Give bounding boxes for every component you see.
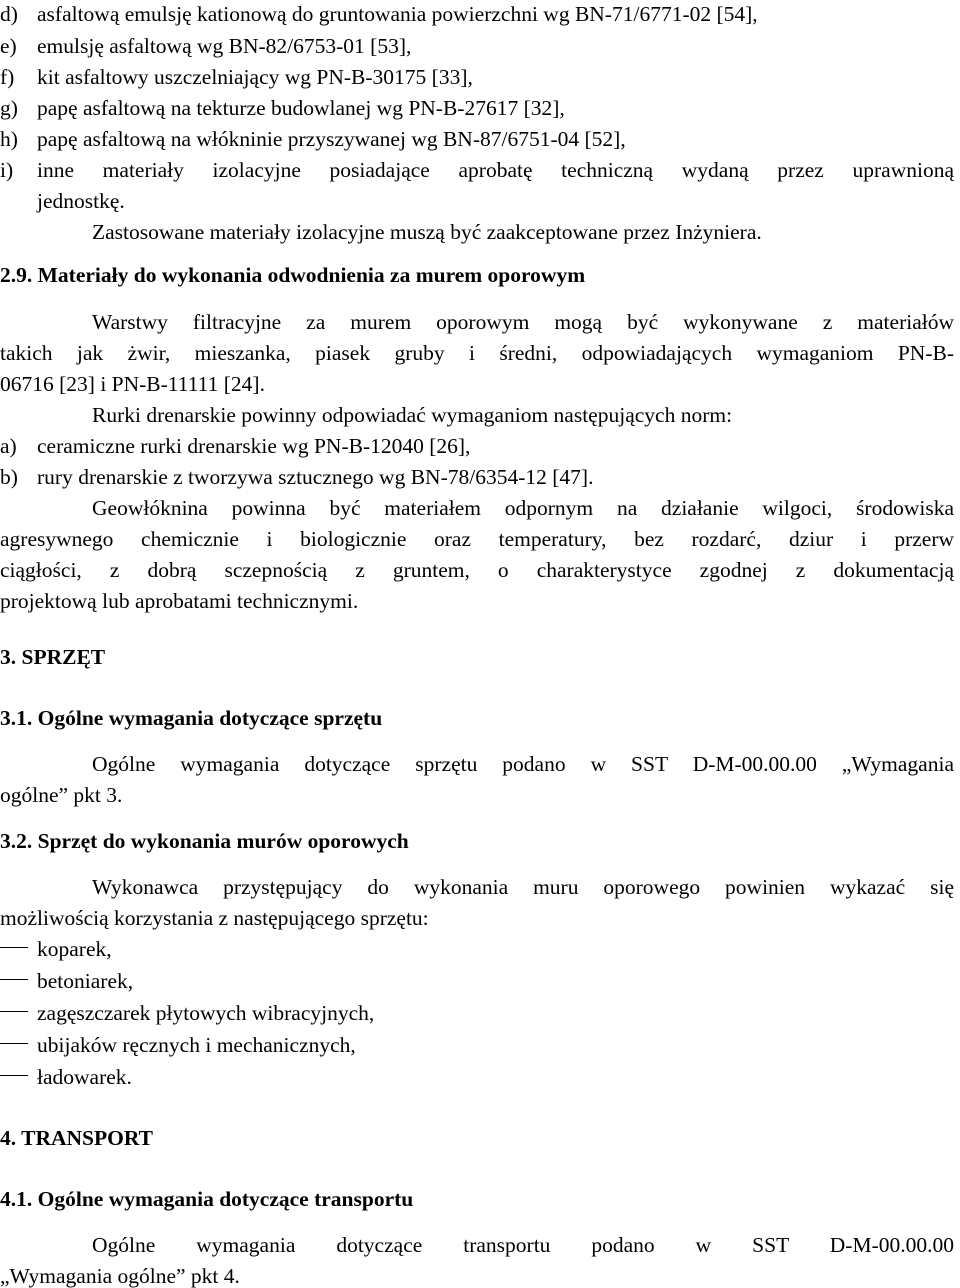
paragraph-line: możliwością korzystania z następującego sprzętu: (0, 906, 429, 930)
list-text: ceramiczne rurki drenarskie wg PN-B-12040 [26], (37, 434, 471, 458)
list-text: ładowarek. (37, 1065, 132, 1089)
chapter-heading: 4. TRANSPORT (0, 1126, 153, 1150)
list-text: papę asfaltową na włókninie przyszywanej wg BN-87/6751-04 [52], (37, 127, 626, 151)
paragraph-line: Geowłóknina powinna być materiałem odpornym na działanie wilgoci, środowiska (92, 496, 954, 520)
dash-bullet (0, 979, 28, 980)
paragraph-line: Ogólne wymagania dotyczące transportu podano w SST D-M-00.00.00 (92, 1233, 954, 1257)
paragraph-line: Wykonawca przystępujący do wykonania muru oporowego powinien wykazać się (92, 875, 954, 899)
paragraph-izolacja: Zastosowane materiały izolacyjne muszą być zaakceptowane przez Inżyniera. (92, 220, 762, 244)
list-text: rury drenarskie z tworzywa sztucznego wg BN-78/6354-12 [47]. (37, 465, 594, 489)
list-text: emulsję asfaltową wg BN-82/6753-01 [53], (37, 34, 412, 58)
list-label: a) (0, 434, 17, 458)
list-label: f) (0, 65, 15, 89)
section-heading: 3.2. Sprzęt do wykonania murów oporowych (0, 829, 409, 853)
paragraph-line: ciągłości, z dobrą sczepnością z gruntem, o charakterystyce zgodnej z dokumentacją (0, 558, 954, 582)
list-label: b) (0, 465, 18, 489)
list-text: betoniarek, (37, 969, 134, 993)
section-heading: 3.1. Ogólne wymagania dotyczące sprzętu (0, 706, 383, 730)
list-text: zagęszczarek płytowych wibracyjnych, (37, 1001, 375, 1025)
section-heading: 2.9. Materiały do wykonania odwodnienia za murem oporowym (0, 263, 586, 287)
list-text: kit asfaltowy uszczelniający wg PN-B-30175 [33], (37, 65, 473, 89)
paragraph-line: projektową lub aprobatami technicznymi. (0, 589, 359, 613)
paragraph-line: takich jak żwir, mieszanka, piasek gruby i średni, odpowiadających wymaganiom PN-B- (0, 341, 954, 365)
list-label: d) (0, 2, 18, 26)
paragraph-line: Ogólne wymagania dotyczące sprzętu podano w SST D-M-00.00.00 „Wymagania (92, 752, 954, 776)
paragraph-line: ogólne” pkt 3. (0, 783, 123, 807)
list-label: g) (0, 96, 18, 120)
paragraph-line: Warstwy filtracyjne za murem oporowym mogą być wykonywane z materiałów (92, 310, 954, 334)
dash-bullet (0, 1075, 28, 1076)
paragraph-rurki: Rurki drenarskie powinny odpowiadać wymaganiom następujących norm: (92, 403, 733, 427)
dash-bullet (0, 1011, 28, 1012)
dash-bullet (0, 947, 28, 948)
list-text: inne materiały izolacyjne posiadające aprobatę techniczną wydaną przez uprawnioną (37, 158, 954, 182)
list-text: ubijaków ręcznych i mechanicznych, (37, 1033, 356, 1057)
list-label: h) (0, 127, 18, 151)
paragraph-line: „Wymagania ogólne” pkt 4. (0, 1264, 240, 1288)
list-label: e) (0, 34, 17, 58)
list-text: papę asfaltową na tekturze budowlanej wg PN-B-27617 [32], (37, 96, 565, 120)
list-text: asfaltową emulsję kationową do gruntowania powierzchni wg BN-71/6771-02 [54], (37, 2, 758, 26)
list-text-continuation: jednostkę. (37, 189, 125, 213)
dash-bullet (0, 1043, 28, 1044)
list-label: i) (0, 158, 14, 182)
section-heading: 4.1. Ogólne wymagania dotyczące transportu (0, 1187, 414, 1211)
chapter-heading: 3. SPRZĘT (0, 645, 106, 669)
paragraph-line: agresywnego chemicznie i biologicznie oraz temperatury, bez rozdarć, dziur i przerw (0, 527, 954, 551)
list-text: koparek, (37, 937, 112, 961)
paragraph-line: 06716 [23] i PN-B-11111 [24]. (0, 372, 265, 396)
